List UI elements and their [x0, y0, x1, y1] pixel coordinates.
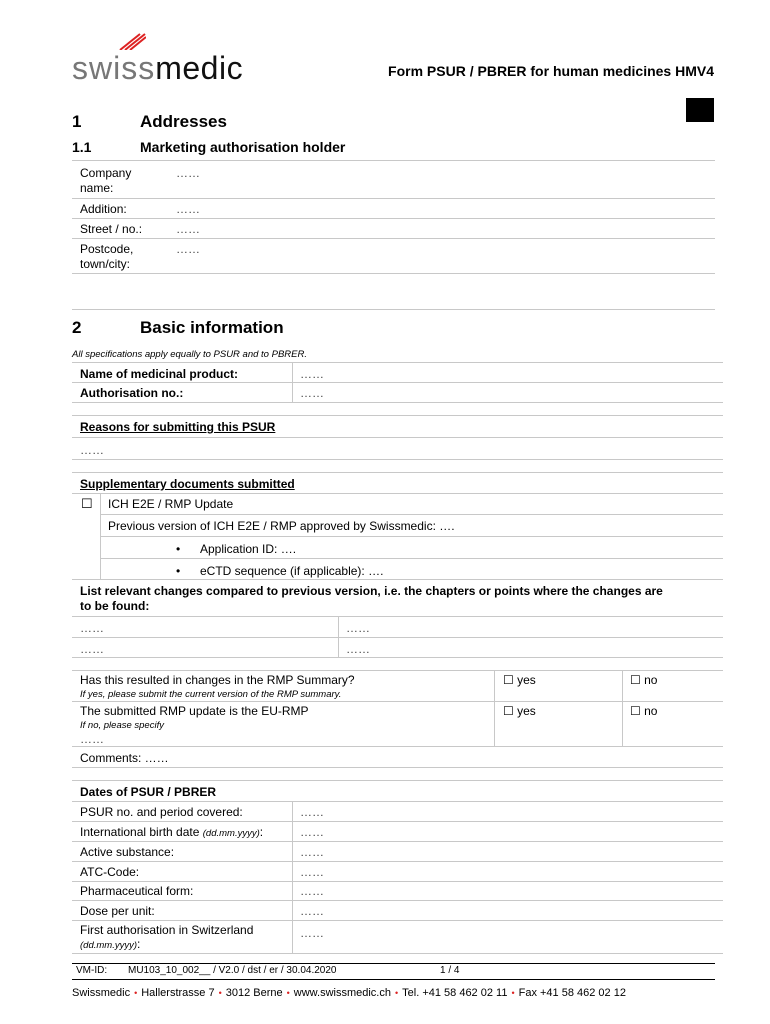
ectd-bullet: • [176, 564, 181, 578]
birth-date-label [80, 825, 263, 841]
eu-rmp-no-checkbox[interactable]: ☐ no [630, 704, 658, 718]
dates-label: Dates of PSUR / PBRER [80, 785, 217, 799]
rmp-note: If yes, please submit the current version of the RMP summary. [80, 689, 342, 700]
birth-date-text: International birth date [80, 825, 203, 839]
changes-label-line2: to be found: [80, 599, 150, 613]
section1-1-title: Marketing authorisation holder [140, 139, 346, 155]
birth-date-field[interactable]: …… [300, 825, 324, 839]
reasons-label: Reasons for submitting this PSUR [80, 420, 276, 434]
product-name-label: Name of medicinal product: [80, 367, 239, 381]
logo-stripes-icon [118, 32, 146, 50]
vm-id-value: MU103_10_002__ / V2.0 / dst / er / 30.04.2020 [128, 965, 337, 976]
pharma-form-field[interactable]: …… [300, 884, 324, 898]
postcode-label: Postcode, town/city: [80, 242, 134, 271]
addition-label: Addition: [80, 202, 127, 216]
previous-version-text: Previous version of ICH E2E / RMP approved by Swissmedic: …. [108, 519, 455, 533]
eu-rmp-question: The submitted RMP update is the EU-RMP [80, 704, 309, 718]
rmp-no-checkbox[interactable]: ☐ no [630, 673, 658, 687]
street-label: Street / no.: [80, 222, 143, 236]
footer-phone: Tel. +41 58 462 02 11 [402, 987, 508, 999]
ich-checkbox[interactable]: ☐ [81, 496, 93, 511]
section2-note: All specifications apply equally to PSUR and to PBRER. [72, 349, 307, 360]
page-number: 1 / 4 [440, 965, 460, 976]
street-field[interactable]: …… [176, 222, 200, 236]
dose-field[interactable]: …… [300, 904, 324, 918]
changes-cell-1[interactable]: …… [80, 621, 104, 635]
footer-sep-3: • [286, 988, 290, 998]
active-substance-label: Active substance: [80, 845, 175, 859]
logo-swiss-text: swiss [72, 50, 156, 86]
product-name-field[interactable]: …… [300, 367, 324, 381]
first-auth-colon: : [137, 937, 141, 951]
footer-sep-1: • [134, 988, 138, 998]
first-auth-format-line [80, 937, 140, 953]
comments-field[interactable]: Comments: …… [80, 751, 169, 765]
application-id-bullet: • [176, 542, 181, 556]
rmp-yes-checkbox[interactable]: ☐ yes [503, 673, 536, 687]
birth-date-format: (dd.mm.yyyy) [202, 828, 260, 839]
footer-website-link[interactable]: www.swissmedic.ch [293, 987, 391, 999]
eu-rmp-note: If no, please specify [80, 720, 164, 731]
changes-cell-4[interactable]: …… [346, 642, 370, 656]
supplementary-label: Supplementary documents submitted [80, 477, 295, 491]
footer-sep-5: • [511, 988, 515, 998]
changes-label-line1: List relevant changes compared to previous version, i.e. the chapters or points where the changes are [80, 584, 663, 598]
vm-id-label: VM-ID: [76, 965, 108, 976]
section1-number: 1 [72, 112, 82, 131]
ich-label: ICH E2E / RMP Update [108, 497, 234, 511]
footer-sep-4: • [394, 988, 399, 998]
birth-date-colon: : [259, 825, 264, 839]
footer-city: 3012 Berne [225, 987, 283, 999]
rmp-question: Has this resulted in changes in the RMP Summary? [80, 673, 355, 687]
psur-no-label: PSUR no. and period covered: [80, 805, 243, 819]
atc-code-label: ATC-Code: [80, 865, 140, 879]
eu-rmp-field[interactable]: …… [80, 732, 104, 746]
pharma-form-label: Pharmaceutical form: [80, 884, 194, 898]
eu-rmp-yes-checkbox[interactable]: ☐ yes [503, 704, 536, 718]
logo-medic-text: medic [155, 50, 244, 86]
ectd-text: eCTD sequence (if applicable): …. [200, 564, 384, 578]
company-name-label: Company name: [80, 166, 132, 195]
barcode-mark-icon [686, 98, 714, 122]
changes-cell-2[interactable]: …… [346, 621, 370, 635]
form-title: Form PSUR / PBRER for human medicines HMV4 [388, 63, 714, 79]
authorisation-no-field[interactable]: …… [300, 386, 324, 400]
first-auth-label: First authorisation in Switzerland [80, 923, 254, 937]
psur-no-field[interactable]: …… [300, 805, 324, 819]
addition-field[interactable]: …… [176, 202, 200, 216]
swissmedic-logo [72, 50, 243, 87]
footer-org: Swissmedic [72, 987, 131, 999]
section2-number: 2 [72, 318, 82, 337]
company-name-field[interactable]: …… [176, 166, 200, 180]
postcode-field[interactable]: …… [176, 242, 200, 256]
atc-code-field[interactable]: …… [300, 865, 324, 879]
reasons-field[interactable]: …… [80, 443, 104, 457]
section1-1-number: 1.1 [72, 139, 92, 155]
first-auth-format: (dd.mm.yyyy) [80, 940, 137, 951]
footer-address [72, 987, 626, 999]
authorisation-no-label: Authorisation no.: [80, 386, 184, 400]
section1-title: Addresses [140, 112, 227, 131]
footer-fax: Fax +41 58 462 02 12 [518, 987, 626, 999]
footer-sep-2: • [218, 988, 222, 998]
footer-street: Hallerstrasse 7 [141, 987, 215, 999]
section2-title: Basic information [140, 318, 284, 337]
dose-label: Dose per unit: [80, 904, 155, 918]
active-substance-field[interactable]: …… [300, 845, 324, 859]
first-auth-field[interactable]: …… [300, 926, 324, 940]
changes-cell-3[interactable]: …… [80, 642, 104, 656]
application-id-text: Application ID: …. [200, 542, 297, 556]
